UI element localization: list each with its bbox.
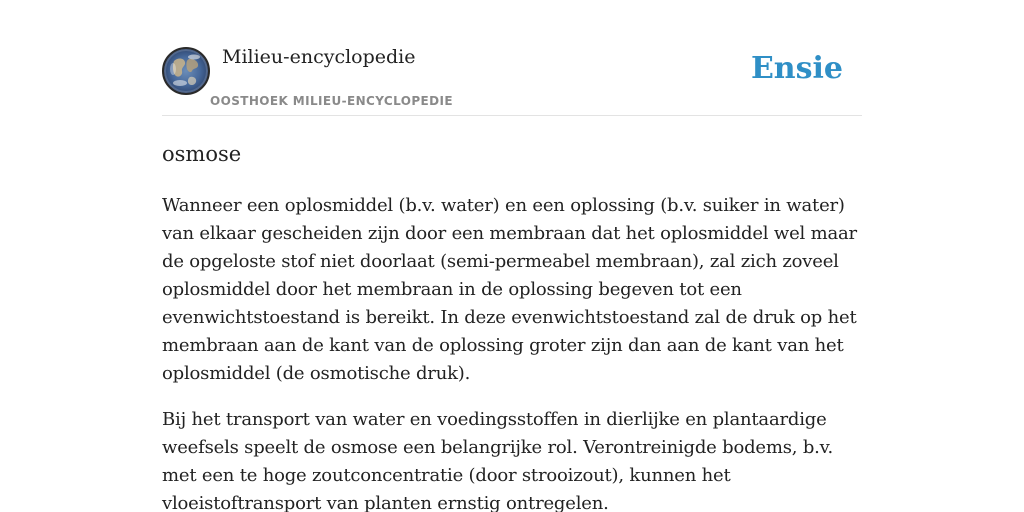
article-body [162,192,862,512]
article-paragraph: Wanneer een oplosmiddel (b.v. water) en een oplossing (b.v. suiker in water) van elkaar gescheiden zijn door een membraan dat het oplosmiddel wel maar de opgeloste stof niet doorlaat (semi-permeabel membraan), zal zich zoveel oplosmiddel door het membraan in de oplossing begeven tot een evenwichtstoestand is bereikt. In deze evenwichtstoestand zal de druk op het membraan aan de kant van de oplossing groter zijn dan aan de kant van het oplosmiddel (de osmotische druk). [162,195,857,384]
site-subtitle: OOSTHOEK MILIEU-ENCYCLOPEDIE [210,94,453,108]
earth-globe-icon[interactable] [162,47,210,95]
brand-logo-link[interactable]: Ensie [750,51,843,86]
article-paragraph: Bij het transport van water en voedingsstoffen in dierlijke en plantaardige weefsels speelt de osmose een belangrijke rol. Verontreinigde bodems, b.v. met een te hoge zoutconcentratie (door strooizout), kunnen het vloeistoftransport van planten ernstig ontregelen. [162,409,834,512]
article-term-title: osmose [162,142,242,166]
site-title[interactable]: Milieu-encyclopedie [222,46,416,68]
header [162,0,862,116]
